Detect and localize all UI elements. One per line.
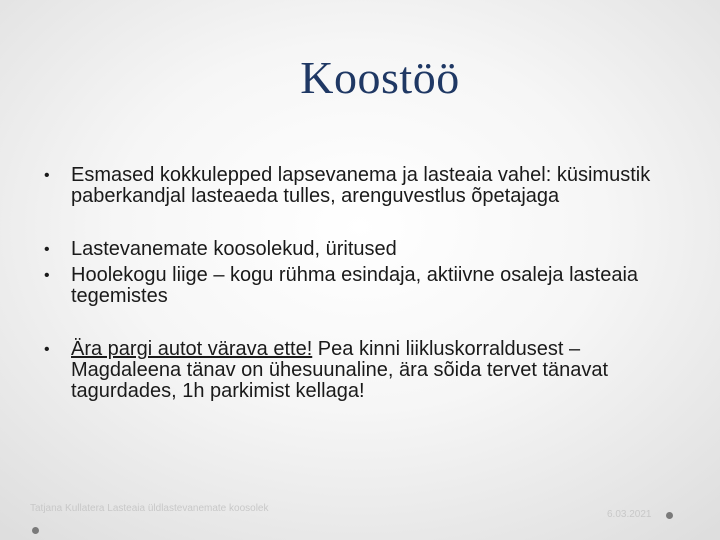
- bullet-item: [44, 165, 694, 207]
- bullet-icon: •: [44, 241, 50, 258]
- slide-title: Koostöö: [300, 52, 460, 103]
- decorative-dot-icon: [666, 512, 673, 519]
- bullet-text: Hoolekogu liige – kogu rühma esindaja, aktiivne osaleja lasteaia tegemistes: [71, 264, 639, 307]
- bullet-icon: •: [44, 267, 50, 284]
- bullet-icon: •: [44, 167, 50, 184]
- bullet-list: [44, 165, 694, 402]
- bullet-item: [44, 265, 694, 307]
- bullet-text: Esmased kokkulepped lapsevanema ja lasteaia vahel: küsimustik paberkandjal lasteaeda tulles, arenguvestlus õpetajaga: [71, 164, 651, 207]
- footer-date: 6.03.2021: [607, 509, 652, 520]
- bullet-icon: •: [44, 341, 50, 358]
- bullet-item: [44, 339, 694, 402]
- bullet-text: Lastevanemate koosolekud, üritused: [71, 238, 397, 260]
- parking-warning: Ära pargi autot värava ette!: [71, 338, 313, 360]
- bullet-item: [44, 239, 694, 260]
- decorative-dot-icon: [32, 527, 39, 534]
- footer-text: Tatjana Kullatera Lasteaia üldlastevanemate koosolek: [30, 503, 269, 514]
- bullet-text: Pea kinni liikluskorraldusest – Magdaleena tänav on ühesuunaline, ära sõida tervet tänavat tagurdades, 1h parkimist kellaga!: [71, 338, 609, 402]
